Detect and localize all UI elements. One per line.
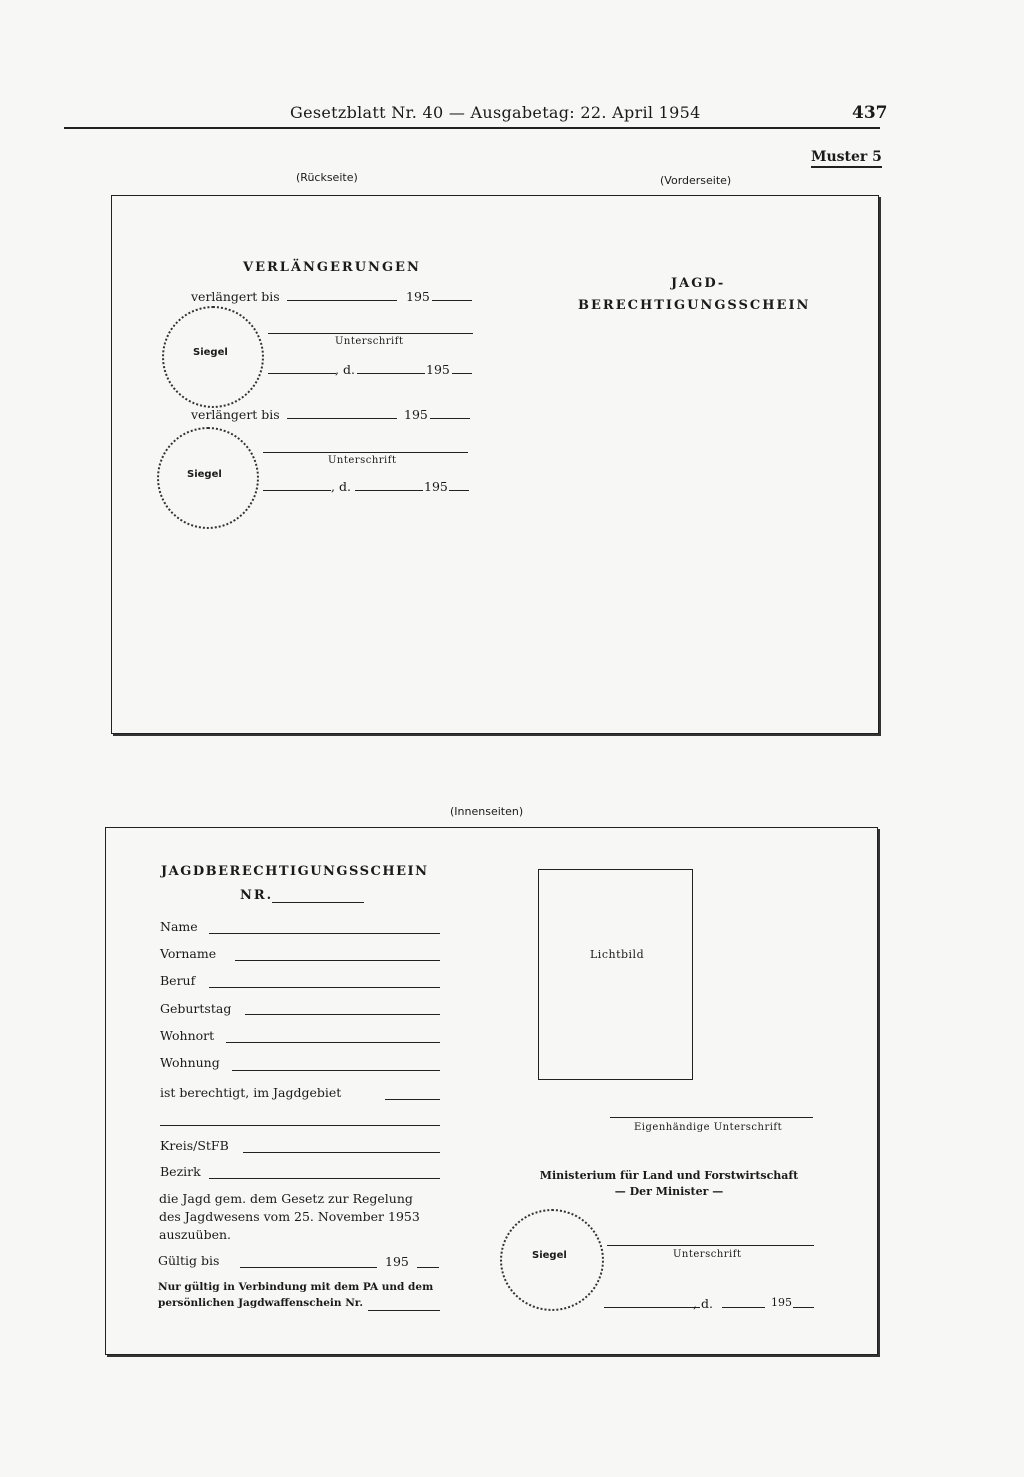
hunting-area-label: ist berechtigt, im Jagdgebiet [160,1085,342,1100]
gazette-header-title: Gesetzblatt Nr. 40 — Ausgabetag: 22. April 1954 [290,103,701,122]
field-line-beruf [209,987,440,988]
field-line-bezirk [209,1178,440,1179]
field-line-wohnung [232,1070,440,1071]
inner-nr-label: NR. [240,888,274,903]
extensions-heading: VERLÄNGERUNGEN [243,260,421,275]
extension-2-year: 195 [404,407,428,422]
extension-2-signature-line [263,452,468,453]
caption-front-side: (Vorderseite) [660,174,732,187]
extension-1-label: verlängert bis [191,289,280,304]
valid-until-year: 195 [385,1254,409,1269]
extension-2-signature-label: Unterschrift [328,455,397,466]
extension-2-year-line [430,418,470,419]
ministry-name: Ministerium für Land und Forstwirtschaft [539,1169,799,1182]
law-text-line-2: des Jagdwesens vom 25. November 1953 [159,1209,420,1224]
note-line-2: persönlichen Jagdwaffenschein Nr. [158,1297,364,1309]
valid-until-label: Gültig bis [158,1253,220,1268]
extension-2-date-year: 195 [424,479,448,494]
valid-until-line [240,1267,377,1268]
photo-box [538,869,693,1080]
extension-1-year: 195 [406,289,430,304]
ministry-signature-line [607,1245,814,1246]
extension-1-seal-label: Siegel [193,347,228,358]
extension-2-seal-label: Siegel [187,469,222,480]
inner-title: JAGDBERECHTIGUNGSSCHEIN [161,864,429,879]
extension-1-date-year: 195 [426,362,450,377]
inner-nr-line [272,902,364,903]
note-line-1: Nur gültig in Verbindung mit dem PA und dem [158,1281,434,1293]
extension-1-year-line [432,300,472,301]
ministry-day-line [722,1307,765,1308]
ministry-date-sep: , d. [693,1296,713,1311]
hunting-area-line-2 [160,1125,440,1126]
extension-2-place-line [263,490,331,491]
field-label-wohnort: Wohnort [160,1028,215,1043]
extension-1-date-line [287,300,397,301]
extension-1-date-sep: , d. [335,362,355,377]
hunting-area-line [385,1099,440,1100]
field-line-vorname [235,960,440,961]
field-line-kreis [243,1152,440,1153]
field-label-wohnung: Wohnung [160,1055,220,1070]
extension-2-label: verlängert bis [191,407,280,422]
field-label-bezirk: Bezirk [160,1164,201,1179]
field-label-name: Name [160,919,198,934]
field-line-wohnort [226,1042,440,1043]
header-rule [64,127,880,129]
valid-until-year-line [417,1267,439,1268]
caption-back-side: (Rückseite) [296,171,358,184]
extension-2-date-year-line [449,490,469,491]
ministry-date-year: 195 [771,1296,792,1309]
field-label-vorname: Vorname [160,946,217,961]
own-signature-label: Eigenhändige Unterschrift [634,1122,783,1133]
law-text-line-1: die Jagd gem. dem Gesetz zur Regelung [159,1191,413,1206]
front-title-line1: JAGD- [671,276,726,291]
field-label-beruf: Beruf [160,973,196,988]
field-label-kreis: Kreis/StFB [160,1138,229,1153]
field-line-name [209,933,440,934]
front-title-line2: BERECHTIGUNGSSCHEIN [578,298,811,313]
ministry-place-line [604,1307,700,1308]
extension-1-day-line [357,373,425,374]
muster-label: Muster 5 [811,149,882,168]
note-pa-number-line [368,1310,440,1311]
field-line-geburtstag [245,1014,440,1015]
field-label-geburtstag: Geburtstag [160,1001,232,1016]
extension-1-signature-label: Unterschrift [335,336,404,347]
photo-label: Lichtbild [590,948,645,961]
page-number: 437 [852,103,888,123]
ministry-date-year-line [793,1307,814,1308]
extension-2-date-line [287,418,397,419]
ministry-seal-label: Siegel [532,1250,567,1261]
extension-2-date-sep: , d. [331,479,351,494]
extension-1-place-line [268,373,336,374]
caption-inner-pages: (Innenseiten) [450,805,524,818]
law-text-line-3: auszuüben. [159,1227,232,1242]
ministry-minister: — Der Minister — [614,1185,724,1198]
extension-1-signature-line [268,333,473,334]
extension-1-date-year-line [452,373,472,374]
ministry-signature-label: Unterschrift [673,1249,742,1260]
extension-2-day-line [355,490,423,491]
own-signature-line [610,1117,813,1118]
